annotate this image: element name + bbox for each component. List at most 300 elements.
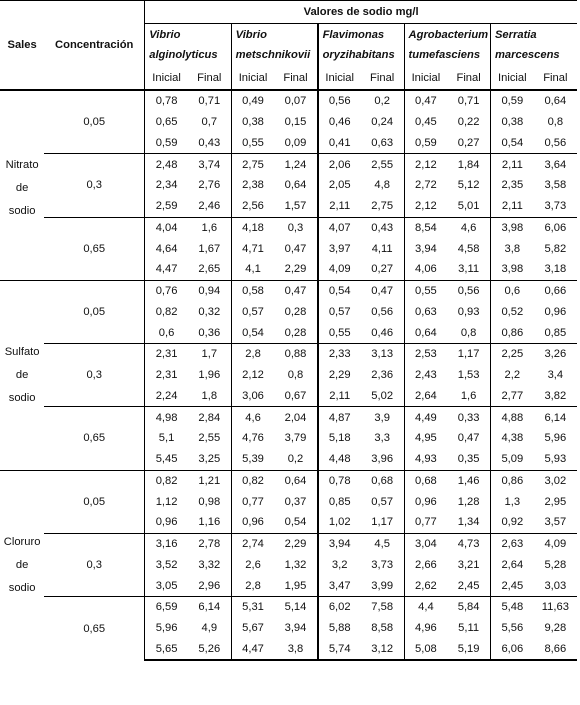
value-cell: 4,09 — [534, 533, 577, 554]
value-cell: 0,55 — [318, 322, 361, 343]
value-cell: 5,11 — [458, 622, 480, 635]
value-cell: 4,06 — [404, 259, 447, 280]
value-cell: 2,96 — [198, 579, 221, 592]
species-header — [318, 24, 404, 67]
value-cell: 3,99 — [371, 579, 394, 592]
value-cell: 3,73 — [371, 558, 394, 571]
value-cell: 2,75 — [371, 200, 394, 213]
value-cell: 0,64 — [404, 322, 447, 343]
value-cell: 2,12 — [231, 365, 274, 386]
value-cell: 2,46 — [198, 200, 221, 213]
value-cell: 5,96 — [145, 618, 188, 639]
value-cell: 0,82 — [145, 470, 188, 491]
table-body — [0, 90, 577, 660]
final-header: Final — [534, 66, 577, 90]
table-row — [0, 154, 577, 175]
salt-label-word: sodio — [8, 391, 36, 404]
value-cell: 4,88 — [490, 407, 533, 428]
value-cell: 0,56 — [544, 136, 567, 149]
value-cell: 2,55 — [361, 154, 404, 175]
final-header: Final — [188, 66, 231, 90]
value-cell: 3,58 — [544, 179, 567, 192]
value-cell: 6,59 — [145, 597, 188, 618]
value-cell: 0,65 — [145, 112, 188, 133]
value-cell: 2,11 — [490, 154, 533, 175]
value-cell: 2,04 — [274, 407, 317, 428]
value-cell: 5,56 — [490, 618, 533, 639]
value-cell: 2,2 — [490, 365, 533, 386]
value-cell: 0,63 — [371, 136, 394, 149]
value-cell: 5,12 — [457, 179, 480, 192]
value-cell: 0,3 — [274, 217, 317, 238]
value-cell: 3,06 — [231, 386, 274, 407]
value-cell: 0,68 — [361, 470, 404, 491]
value-cell: 2,8 — [231, 575, 274, 596]
value-cell: 0,96 — [231, 512, 274, 533]
value-cell: 0,98 — [198, 495, 221, 508]
value-cell: 0,64 — [534, 90, 577, 112]
value-cell: 2,63 — [490, 533, 533, 554]
value-cell: 2,75 — [231, 154, 274, 175]
value-cell: 4,4 — [404, 597, 447, 618]
value-cell: 4,93 — [404, 449, 447, 470]
value-cell: 2,56 — [231, 196, 274, 217]
value-cell: 1,32 — [284, 558, 307, 571]
value-cell: 5,18 — [318, 428, 361, 449]
value-cell: 4,49 — [404, 407, 447, 428]
value-cell: 4,95 — [404, 428, 447, 449]
value-cell: 0,52 — [490, 302, 533, 323]
value-cell: 1,95 — [284, 579, 307, 592]
table-row — [0, 217, 577, 238]
concentration-cell: 0,05 — [44, 90, 145, 154]
value-cell: 0,22 — [457, 116, 480, 129]
inicial-header: Inicial — [145, 66, 188, 90]
value-cell: 3,8 — [490, 238, 533, 259]
value-cell: 1,8 — [201, 389, 218, 402]
concentration-cell: 0,05 — [44, 280, 145, 343]
value-cell: 1,24 — [274, 154, 317, 175]
salt-label — [0, 470, 44, 660]
value-cell: 0,76 — [145, 280, 188, 301]
value-cell: 0,56 — [318, 90, 361, 112]
value-cell: 3,2 — [318, 555, 361, 576]
value-cell: 5,01 — [457, 200, 480, 213]
salt-label-word: de — [15, 368, 29, 381]
value-cell: 0,82 — [231, 470, 274, 491]
value-cell: 2,36 — [371, 369, 394, 382]
concentration-cell: 0,3 — [44, 533, 145, 596]
value-cell: 6,06 — [490, 639, 533, 661]
value-cell: 4,64 — [145, 238, 188, 259]
value-cell: 3,64 — [534, 154, 577, 175]
value-cell: 1,12 — [145, 491, 188, 512]
value-cell: 0,46 — [371, 326, 394, 339]
value-cell: 4,04 — [145, 217, 188, 238]
final-header: Final — [274, 66, 317, 90]
value-cell: 3,57 — [544, 516, 567, 529]
table-row — [0, 280, 577, 301]
value-cell: 5,88 — [318, 618, 361, 639]
value-cell: 2,11 — [318, 386, 361, 407]
value-cell: 0,57 — [318, 302, 361, 323]
species-genus: Agrobacterium — [408, 29, 489, 41]
inicial-header: Inicial — [318, 66, 361, 90]
value-cell: 2,43 — [404, 365, 447, 386]
value-cell: 1,53 — [457, 369, 480, 382]
value-cell: 2,45 — [490, 575, 533, 596]
value-cell: 3,05 — [145, 575, 188, 596]
value-cell: 0,77 — [404, 512, 447, 533]
value-cell: 3,9 — [361, 407, 404, 428]
value-cell: 4,48 — [318, 449, 361, 470]
value-cell: 3,52 — [145, 555, 188, 576]
value-cell: 0,57 — [231, 302, 274, 323]
salt-label-word: de — [15, 181, 29, 194]
valores-header: Valores de sodio mg/l — [145, 1, 577, 24]
value-cell: 6,06 — [534, 217, 577, 238]
value-cell: 0,55 — [231, 133, 274, 154]
value-cell: 0,6 — [490, 280, 533, 301]
value-cell: 0,6 — [145, 322, 188, 343]
value-cell: 5,65 — [145, 639, 188, 661]
value-cell: 5,19 — [447, 639, 490, 661]
value-cell: 4,5 — [361, 533, 404, 554]
value-cell: 4,18 — [231, 217, 274, 238]
value-cell: 2,29 — [318, 365, 361, 386]
concentration-cell: 0,3 — [44, 344, 145, 407]
value-cell: 3,21 — [457, 558, 480, 571]
value-cell: 4,58 — [457, 242, 480, 255]
value-cell: 0,47 — [457, 432, 480, 445]
table-header — [0, 1, 577, 91]
value-cell: 0,86 — [490, 322, 533, 343]
value-cell: 0,46 — [318, 112, 361, 133]
value-cell: 2,05 — [318, 175, 361, 196]
salt-label-word: sodio — [8, 581, 36, 594]
concentracion-header: Concentración — [44, 1, 145, 91]
salt-label-word: Nitrato — [5, 158, 39, 171]
value-cell: 2,74 — [231, 533, 274, 554]
value-cell: 4,98 — [145, 407, 188, 428]
value-cell: 2,53 — [404, 344, 447, 365]
salt-label-word: Cloruro — [3, 535, 41, 548]
value-cell: 4,6 — [447, 217, 490, 238]
value-cell: 0,86 — [490, 470, 533, 491]
value-cell: 0,45 — [404, 112, 447, 133]
species-epithet: tumefasciens — [408, 49, 481, 61]
value-cell: 4,76 — [231, 428, 274, 449]
value-cell: 2,24 — [145, 386, 188, 407]
value-cell: 1,57 — [284, 200, 307, 213]
concentration-cell: 0,05 — [44, 470, 145, 533]
value-cell: 3,13 — [361, 344, 404, 365]
value-cell: 0,66 — [534, 280, 577, 301]
value-cell: 2,84 — [188, 407, 231, 428]
value-cell: 0,47 — [274, 280, 317, 301]
value-cell: 5,31 — [231, 597, 274, 618]
value-cell: 0,41 — [318, 133, 361, 154]
value-cell: 2,6 — [231, 555, 274, 576]
concentration-cell: 0,3 — [44, 154, 145, 217]
value-cell: 2,45 — [457, 579, 480, 592]
species-genus: Vibrio — [235, 29, 267, 41]
value-cell: 3,73 — [544, 200, 567, 213]
inicial-header: Inicial — [231, 66, 274, 90]
value-cell: 2,12 — [404, 196, 447, 217]
value-cell: 4,96 — [404, 618, 447, 639]
value-cell: 0,38 — [231, 112, 274, 133]
value-cell: 4,07 — [318, 217, 361, 238]
value-cell: 5,96 — [544, 432, 567, 445]
value-cell: 0,92 — [490, 512, 533, 533]
value-cell: 3,74 — [188, 154, 231, 175]
value-cell: 0,27 — [457, 136, 480, 149]
inicial-header: Inicial — [404, 66, 447, 90]
value-cell: 0,43 — [198, 136, 221, 149]
value-cell: 2,12 — [404, 154, 447, 175]
value-cell: 3,82 — [544, 389, 567, 402]
value-cell: 3,8 — [274, 639, 317, 661]
value-cell: 5,28 — [544, 558, 567, 571]
value-cell: 4,38 — [490, 428, 533, 449]
value-cell: 0,47 — [361, 280, 404, 301]
value-cell: 2,72 — [404, 175, 447, 196]
value-cell: 2,48 — [145, 154, 188, 175]
value-cell: 3,79 — [284, 432, 307, 445]
salt-label-word: Sulfato — [4, 345, 40, 358]
value-cell: 5,74 — [318, 639, 361, 661]
value-cell: 0,94 — [188, 280, 231, 301]
value-cell: 6,02 — [318, 597, 361, 618]
value-cell: 0,59 — [490, 90, 533, 112]
value-cell: 5,67 — [231, 618, 274, 639]
value-cell: 1,7 — [188, 344, 231, 365]
value-cell: 2,65 — [198, 263, 221, 276]
value-cell: 2,76 — [198, 179, 221, 192]
value-cell: 4,1 — [231, 259, 274, 280]
table-row — [0, 597, 577, 618]
value-cell: 0,54 — [231, 322, 274, 343]
species-epithet: marcescens — [494, 49, 560, 61]
value-cell: 2,11 — [490, 196, 533, 217]
value-cell: 3,32 — [198, 558, 221, 571]
value-cell: 7,58 — [361, 597, 404, 618]
value-cell: 2,59 — [145, 196, 188, 217]
value-cell: 4,73 — [447, 533, 490, 554]
final-header: Final — [447, 66, 490, 90]
value-cell: 1,17 — [371, 516, 394, 529]
value-cell: 2,66 — [404, 555, 447, 576]
value-cell: 0,15 — [284, 116, 307, 129]
species-header — [404, 24, 490, 67]
value-cell: 2,38 — [231, 175, 274, 196]
species-epithet: oryzihabitans — [322, 49, 395, 61]
value-cell: 1,21 — [188, 470, 231, 491]
value-cell: 6,14 — [534, 407, 577, 428]
value-cell: 1,16 — [198, 516, 221, 529]
value-cell: 0,33 — [447, 407, 490, 428]
value-cell: 3,25 — [198, 453, 221, 466]
species-genus: Serratia — [494, 29, 537, 41]
value-cell: 4,47 — [145, 259, 188, 280]
value-cell: 0,43 — [361, 217, 404, 238]
value-cell: 5,1 — [145, 428, 188, 449]
value-cell: 3,12 — [361, 639, 404, 661]
value-cell: 0,56 — [371, 305, 394, 318]
value-cell: 0,57 — [371, 495, 394, 508]
value-cell: 3,4 — [547, 369, 564, 382]
value-cell: 4,9 — [201, 622, 218, 635]
table-row — [0, 344, 577, 365]
species-genus: Vibrio — [149, 29, 181, 41]
salt-label-word: sodio — [8, 204, 36, 217]
value-cell: 0,28 — [284, 326, 307, 339]
table-row — [0, 533, 577, 554]
value-cell: 3,03 — [544, 579, 567, 592]
species-header — [490, 24, 577, 67]
value-cell: 2,55 — [198, 432, 221, 445]
value-cell: 1,6 — [188, 217, 231, 238]
value-cell: 1,96 — [198, 369, 221, 382]
value-cell: 2,25 — [490, 344, 533, 365]
value-cell: 3,16 — [145, 533, 188, 554]
value-cell: 0,59 — [145, 133, 188, 154]
value-cell: 0,77 — [231, 491, 274, 512]
value-cell: 0,32 — [198, 305, 221, 318]
concentration-cell: 0,65 — [44, 407, 145, 470]
value-cell: 5,02 — [371, 389, 394, 402]
value-cell: 0,07 — [274, 90, 317, 112]
value-cell: 8,66 — [534, 639, 577, 661]
value-cell: 2,29 — [274, 533, 317, 554]
value-cell: 2,06 — [318, 154, 361, 175]
value-cell: 8,54 — [404, 217, 447, 238]
species-epithet: metschnikovii — [235, 49, 311, 61]
inicial-header: Inicial — [490, 66, 533, 90]
value-cell: 3,94 — [318, 533, 361, 554]
value-cell: 4,11 — [371, 242, 393, 255]
value-cell: 1,34 — [457, 516, 480, 529]
concentration-cell: 0,65 — [44, 597, 145, 661]
value-cell: 2,33 — [318, 344, 361, 365]
value-cell: 2,64 — [490, 555, 533, 576]
value-cell: 5,14 — [274, 597, 317, 618]
table-row — [0, 90, 577, 112]
value-cell: 0,54 — [318, 280, 361, 301]
concentration-cell: 0,65 — [44, 217, 145, 280]
value-cell: 8,58 — [371, 622, 394, 635]
value-cell: 2,64 — [404, 386, 447, 407]
salt-label — [0, 280, 44, 470]
value-cell: 0,78 — [318, 470, 361, 491]
value-cell: 5,84 — [447, 597, 490, 618]
value-cell: 5,82 — [544, 242, 567, 255]
value-cell: 0,96 — [544, 305, 567, 318]
value-cell: 2,62 — [404, 575, 447, 596]
value-cell: 0,09 — [284, 136, 307, 149]
value-cell: 4,87 — [318, 407, 361, 428]
value-cell: 2,95 — [544, 495, 567, 508]
value-cell: 2,8 — [231, 344, 274, 365]
value-cell: 6,14 — [188, 597, 231, 618]
value-cell: 0,47 — [284, 242, 307, 255]
value-cell: 9,28 — [544, 622, 567, 635]
value-cell: 0,67 — [284, 389, 307, 402]
value-cell: 0,54 — [284, 516, 307, 529]
value-cell: 4,09 — [318, 259, 361, 280]
value-cell: 4,6 — [231, 407, 274, 428]
value-cell: 0,8 — [287, 369, 304, 382]
salt-label-word: de — [15, 558, 29, 571]
value-cell: 0,8 — [460, 326, 477, 339]
value-cell: 5,26 — [188, 639, 231, 661]
value-cell: 0,2 — [361, 90, 404, 112]
value-cell: 3,97 — [318, 238, 361, 259]
value-cell: 0,58 — [231, 280, 274, 301]
salt-label — [0, 90, 44, 280]
value-cell: 0,96 — [404, 491, 447, 512]
table-row — [0, 470, 577, 491]
value-cell: 2,11 — [318, 196, 361, 217]
value-cell: 2,34 — [145, 175, 188, 196]
value-cell: 0,64 — [274, 470, 317, 491]
value-cell: 2,77 — [490, 386, 533, 407]
value-cell: 0,78 — [145, 90, 188, 112]
final-header: Final — [361, 66, 404, 90]
value-cell: 0,71 — [447, 90, 490, 112]
value-cell: 1,28 — [457, 495, 480, 508]
value-cell: 4,71 — [231, 238, 274, 259]
value-cell: 5,48 — [490, 597, 533, 618]
value-cell: 0,27 — [371, 263, 394, 276]
value-cell: 5,45 — [145, 449, 188, 470]
value-cell: 0,85 — [544, 326, 567, 339]
value-cell: 1,84 — [447, 154, 490, 175]
value-cell: 0,71 — [188, 90, 231, 112]
value-cell: 3,94 — [404, 238, 447, 259]
value-cell: 3,47 — [318, 575, 361, 596]
species-header — [231, 24, 317, 67]
species-epithet: alginolyticus — [149, 49, 218, 61]
value-cell: 0,68 — [404, 470, 447, 491]
value-cell: 3,3 — [374, 432, 390, 445]
value-cell: 0,63 — [404, 302, 447, 323]
value-cell: 0,38 — [490, 112, 533, 133]
value-cell: 0,35 — [457, 453, 480, 466]
value-cell: 3,94 — [284, 622, 307, 635]
value-cell: 2,31 — [145, 344, 188, 365]
value-cell: 0,88 — [274, 344, 317, 365]
value-cell: 0,64 — [284, 179, 307, 192]
value-cell: 4,8 — [374, 179, 390, 192]
value-cell: 1,6 — [460, 389, 477, 402]
value-cell: 5,93 — [544, 453, 567, 466]
value-cell: 0,28 — [284, 305, 307, 318]
value-cell: 5,08 — [404, 639, 447, 661]
sales-header: Sales — [0, 1, 44, 91]
value-cell: 3,18 — [544, 263, 567, 276]
value-cell: 1,02 — [318, 512, 361, 533]
value-cell: 0,54 — [490, 133, 533, 154]
value-cell: 0,2 — [287, 453, 304, 466]
value-cell: 3,11 — [458, 263, 480, 276]
value-cell: 0,55 — [404, 280, 447, 301]
value-cell: 0,85 — [318, 491, 361, 512]
value-cell: 3,98 — [490, 259, 533, 280]
value-cell: 2,31 — [145, 365, 188, 386]
value-cell: 0,59 — [404, 133, 447, 154]
